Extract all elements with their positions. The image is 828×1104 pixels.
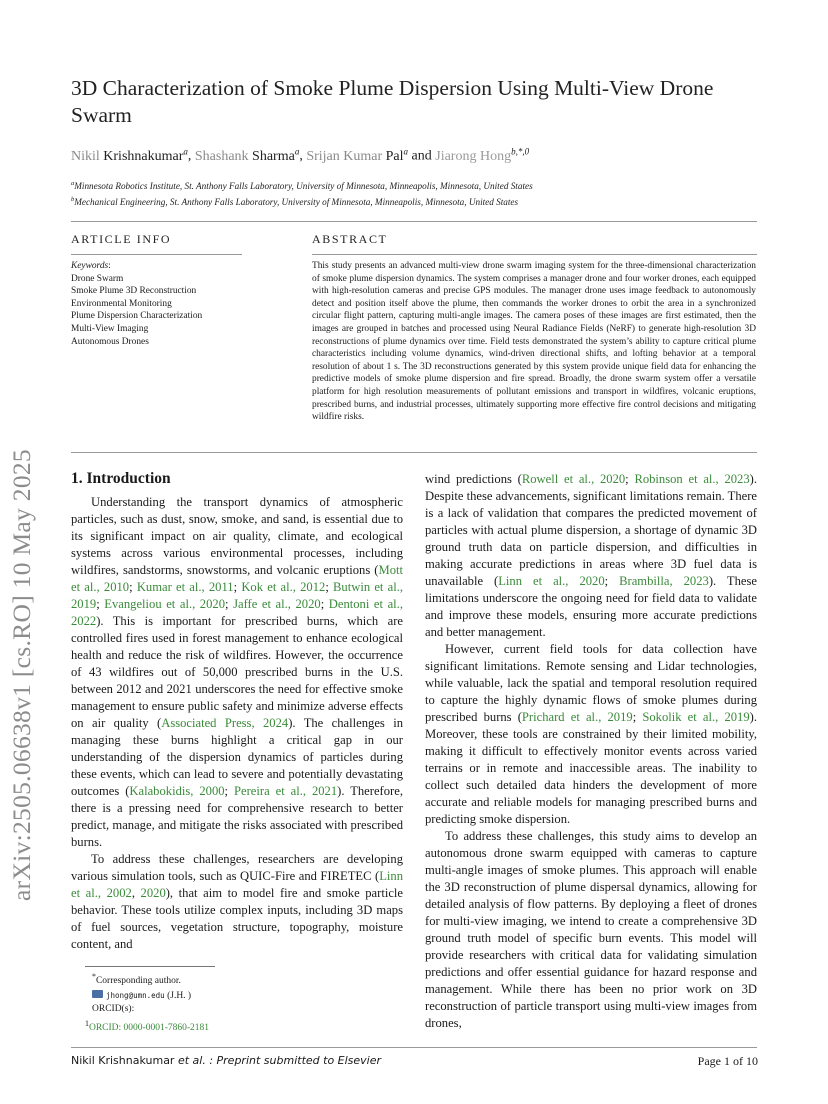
citation-link[interactable]: Robinson et al., 2023 <box>634 472 750 486</box>
intro-left-column <box>71 494 403 953</box>
author-name: Srijan Kumar Pal$^a$ <box>306 146 409 164</box>
keyword-item: Drone Swarm <box>71 273 124 284</box>
citation-link[interactable]: Linn et al., 2020 <box>498 574 605 588</box>
paragraph: To address these challenges, this study aims to develop an autonomous drone swarm equipped with cameras to capture multi-angle images of smoke plumes. This approach will enable the 3D reconstruction of plume dispersal dynamics, allowing for detailed analysis of flow patterns. By deploying a fleet of drones for multi-view imaging, we intend to create a comprehensive 3D ground truth model of specific burn events. This model will provide researchers with critical data for validating simulation predictions and offer essential guidance for hazard response and management. While there has been no prior work on 3D reconstruction of particle transport using multi-view images from drones, <box>425 829 757 1030</box>
author-list: Nikil Krishnakumar$^a$, Shashank Sharma$^a$, Srijan Kumar Pal$^a$ and Jiarong Hong$^{b,*,0}$ <box>71 146 530 164</box>
divider-top <box>71 221 757 222</box>
citation-link[interactable]: Pereira et al., 2021 <box>234 784 338 798</box>
paragraph: Understanding the transport dynamics of atmospheric particles, such as dust, snow, smoke, and sand, is essential due to its significant impact on air quality, climate, and ecological systems across various environmental processes, including wildfires, sandstorms, snowstorms, and volcanic eruptions (Mott et al., 2010; Kumar et al., 2011; Kok et al., 2012; Butwin et al., 2019; Evangeliou et al., 2020; Jaffe et al., 2020; Dentoni et al., 2022). This is important for prescribed burns, which are controlled fires used in forest management to enhance ecological health and reduce the risk of wildfires. However, the occurrence of 43 wildfires out of 50,000 prescribed burns in the U.S. between 2012 and 2021 underscores the need for effective smoke management to ensure public safety and minimize adverse effects on air quality (Associated Press, 2024). The challenges in managing these burns highlight a critical gap in our understanding of the dispersion dynamics of particles during these events, which can lead to severe and potentially devastating outcomes (Kalabokidis, 2000; Pereira et al., 2021). Therefore, there is a pressing need for comprehensive research to better predict, manage, and mitigate the risks associated with prescribed burns. <box>71 495 404 849</box>
citation-link[interactable]: Associated Press, 2024 <box>161 716 289 730</box>
page-number: Page 1 of 10 <box>697 1054 758 1068</box>
paragraph: To address these challenges, researchers are developing various simulation tools, such as QUIC-Fire and FIRETEC (Linn et al., 2002, 2020), that aim to model fire and smoke particle behavior. These tools utilize complex inputs, including 3D maps of fuel sources, vegetation structure, topography, moisture content, and <box>71 852 404 951</box>
corresponding-author-note: *Corresponding author. <box>92 972 181 987</box>
orcid-line: $^1$ORCID: 0000-0001-7860-2181 <box>85 1018 210 1033</box>
affiliation-a <box>71 180 533 191</box>
citation-link[interactable]: Dentoni et al., 2022 <box>71 597 403 628</box>
citation-link[interactable]: Kok et al., 2012 <box>241 580 326 594</box>
citation-link[interactable]: 2020 <box>140 886 166 900</box>
footnote-rule <box>85 966 215 967</box>
article-info-heading: ARTICLE INFO <box>71 232 172 246</box>
citation-link[interactable]: Evangeliou et al., 2020 <box>104 597 225 611</box>
author-name: Nikil Krishnakumar$^a$ <box>71 146 188 164</box>
footer-citation: Nikil Krishnakumar et al. : Preprint submitted to Elsevier <box>71 1054 382 1067</box>
paragraph: wind predictions (Rowell et al., 2020; Robinson et al., 2023). Despite these advancements, significant limitations remain. There is a lack of validation that compares the predicted movement of particles with actual plume dispersion, a shortage of dynamic 3D ground truth data on particle dispersion, and difficulties in making accurate predictions in areas where 3D fuel data is unavailable (Linn et al., 2020; Brambilla, 2023). These limitations underscore the ongoing need for field data to validate and improve these models, ensuring more accurate predictions and better management. <box>425 472 758 639</box>
affiliation-b-marker: b <box>71 196 75 203</box>
section-heading-introduction: 1. Introduction <box>71 470 171 487</box>
keyword-item: Smoke Plume 3D Reconstruction <box>71 286 197 297</box>
citation-link[interactable]: Brambilla, 2023 <box>619 574 709 588</box>
affiliation-b-text: Mechanical Engineering, St. Anthony Falls Laboratory, University of Minnesota, Minneapolis, Minnesota, United States <box>74 197 519 208</box>
citation-link[interactable]: Mott et al., 2010 <box>71 563 403 594</box>
orcid-link[interactable]: ORCID: 0000-0001-7860-2181 <box>88 1022 210 1033</box>
citation-link[interactable]: Jaffe et al., 2020 <box>233 597 321 611</box>
keyword-item: Plume Dispersion Characterization <box>71 311 203 322</box>
abstract-heading: ABSTRACT <box>312 232 388 246</box>
citation-link[interactable]: Kumar et al., 2011 <box>136 580 234 594</box>
affiliation-a-text: Minnesota Robotics Institute, St. Anthony Falls Laboratory, University of Minnesota, Minneapolis, Minnesota, United States <box>74 181 533 192</box>
affiliation-a-marker: a <box>71 180 75 187</box>
footnotes <box>71 966 215 1035</box>
author-name: Shashank Sharma$^a$ <box>194 146 300 164</box>
citation-link[interactable]: Prichard et al., 2019 <box>521 710 633 724</box>
keyword-item: Multi-View Imaging <box>71 323 149 334</box>
paper-title: 3D Characterization of Smoke Plume Dispersion Using Multi-View Drone Swarm <box>71 76 714 127</box>
keyword-item: Autonomous Drones <box>71 336 149 347</box>
author-name: Jiarong Hong$^{b,*,0}$ <box>435 146 530 164</box>
abstract-text: This study presents an advanced multi-view drone swarm imaging system for the three-dimensional characterization of smoke plume dispersion dynamics. The system comprises a manager drone and four worker drones, each equipped with high-resolution cameras and precise GPS modules. The manager drone uses image feedback to autonomously detect and position itself above the plume, then commands the worker drones to orbit the area in a synchronized circular flight pattern, capturing multi-angle images. The camera poses of these images are first estimated, then the images are grouped in batches and processed using Neural Radiance Fields (NeRF) to generate high-resolution 3D reconstructions of plume dynamics over time. Field tests demonstrated the system’s ability to capture critical plume characteristics including volume dynamics, wind-driven directional shifts, and lofting behavior at a temporal resolution of about 1 s. The 3D reconstructions generated by this system provide unique field data for enhancing the predictive models of smoke plume dispersion and fire spread. Broadly, the drone swarm system offer a versatile platform for high resolution measurements of pollutant emissions and transport in wildfires, volcanic eruptions, prescribed burns, and industrial processes, ultimately supporting more effective fire control decisions and mitigating wildfire risks. <box>312 261 756 423</box>
keyword-item: Environmental Monitoring <box>71 298 172 309</box>
orcid-label: ORCID(s): <box>92 1004 135 1015</box>
intro-right-column <box>425 471 757 1032</box>
footer-rule <box>71 1047 757 1048</box>
citation-link[interactable]: Rowell et al., 2020 <box>521 472 626 486</box>
citation-link[interactable]: Linn et al., 2002 <box>71 869 403 900</box>
citation-link[interactable]: Sokolik et al., 2019 <box>642 710 750 724</box>
paragraph: However, current field tools for data collection have significant limitations. Remote sensing and Lidar technologies, while valuable, lack the spatial and temporal resolution required to capture the highly dynamic flows of smoke plumes during prescribed burns (Prichard et al., 2019; Sokolik et al., 2019). Moreover, these tools are constrained by their limited mobility, making it difficult to effectively monitor events across varied terrains or in remote and inaccessible areas. The inability to collect such detailed data hinders the development of more accurate and reliable models for managing prescribed burns and predicting smoke dispersion. <box>425 642 757 826</box>
email-line: jhong@umn.edu (J.H. ) <box>71 989 215 1004</box>
citation-link[interactable]: Kalabokidis, 2000 <box>129 784 225 798</box>
envelope-icon <box>92 990 103 998</box>
article-info-rule <box>71 254 242 255</box>
arxiv-id: arXiv:2505.06638v1 [cs.RO] 10 May 2025 <box>7 449 36 901</box>
citation-link[interactable]: Butwin et al., 2019 <box>71 580 404 611</box>
keywords-label: Keywords: <box>71 261 111 271</box>
email-link[interactable]: jhong@umn.edu <box>106 990 165 1000</box>
divider-abstract-bottom <box>71 452 757 453</box>
affiliation-b <box>71 196 518 207</box>
keywords-block <box>71 260 246 348</box>
abstract-rule <box>312 254 757 255</box>
